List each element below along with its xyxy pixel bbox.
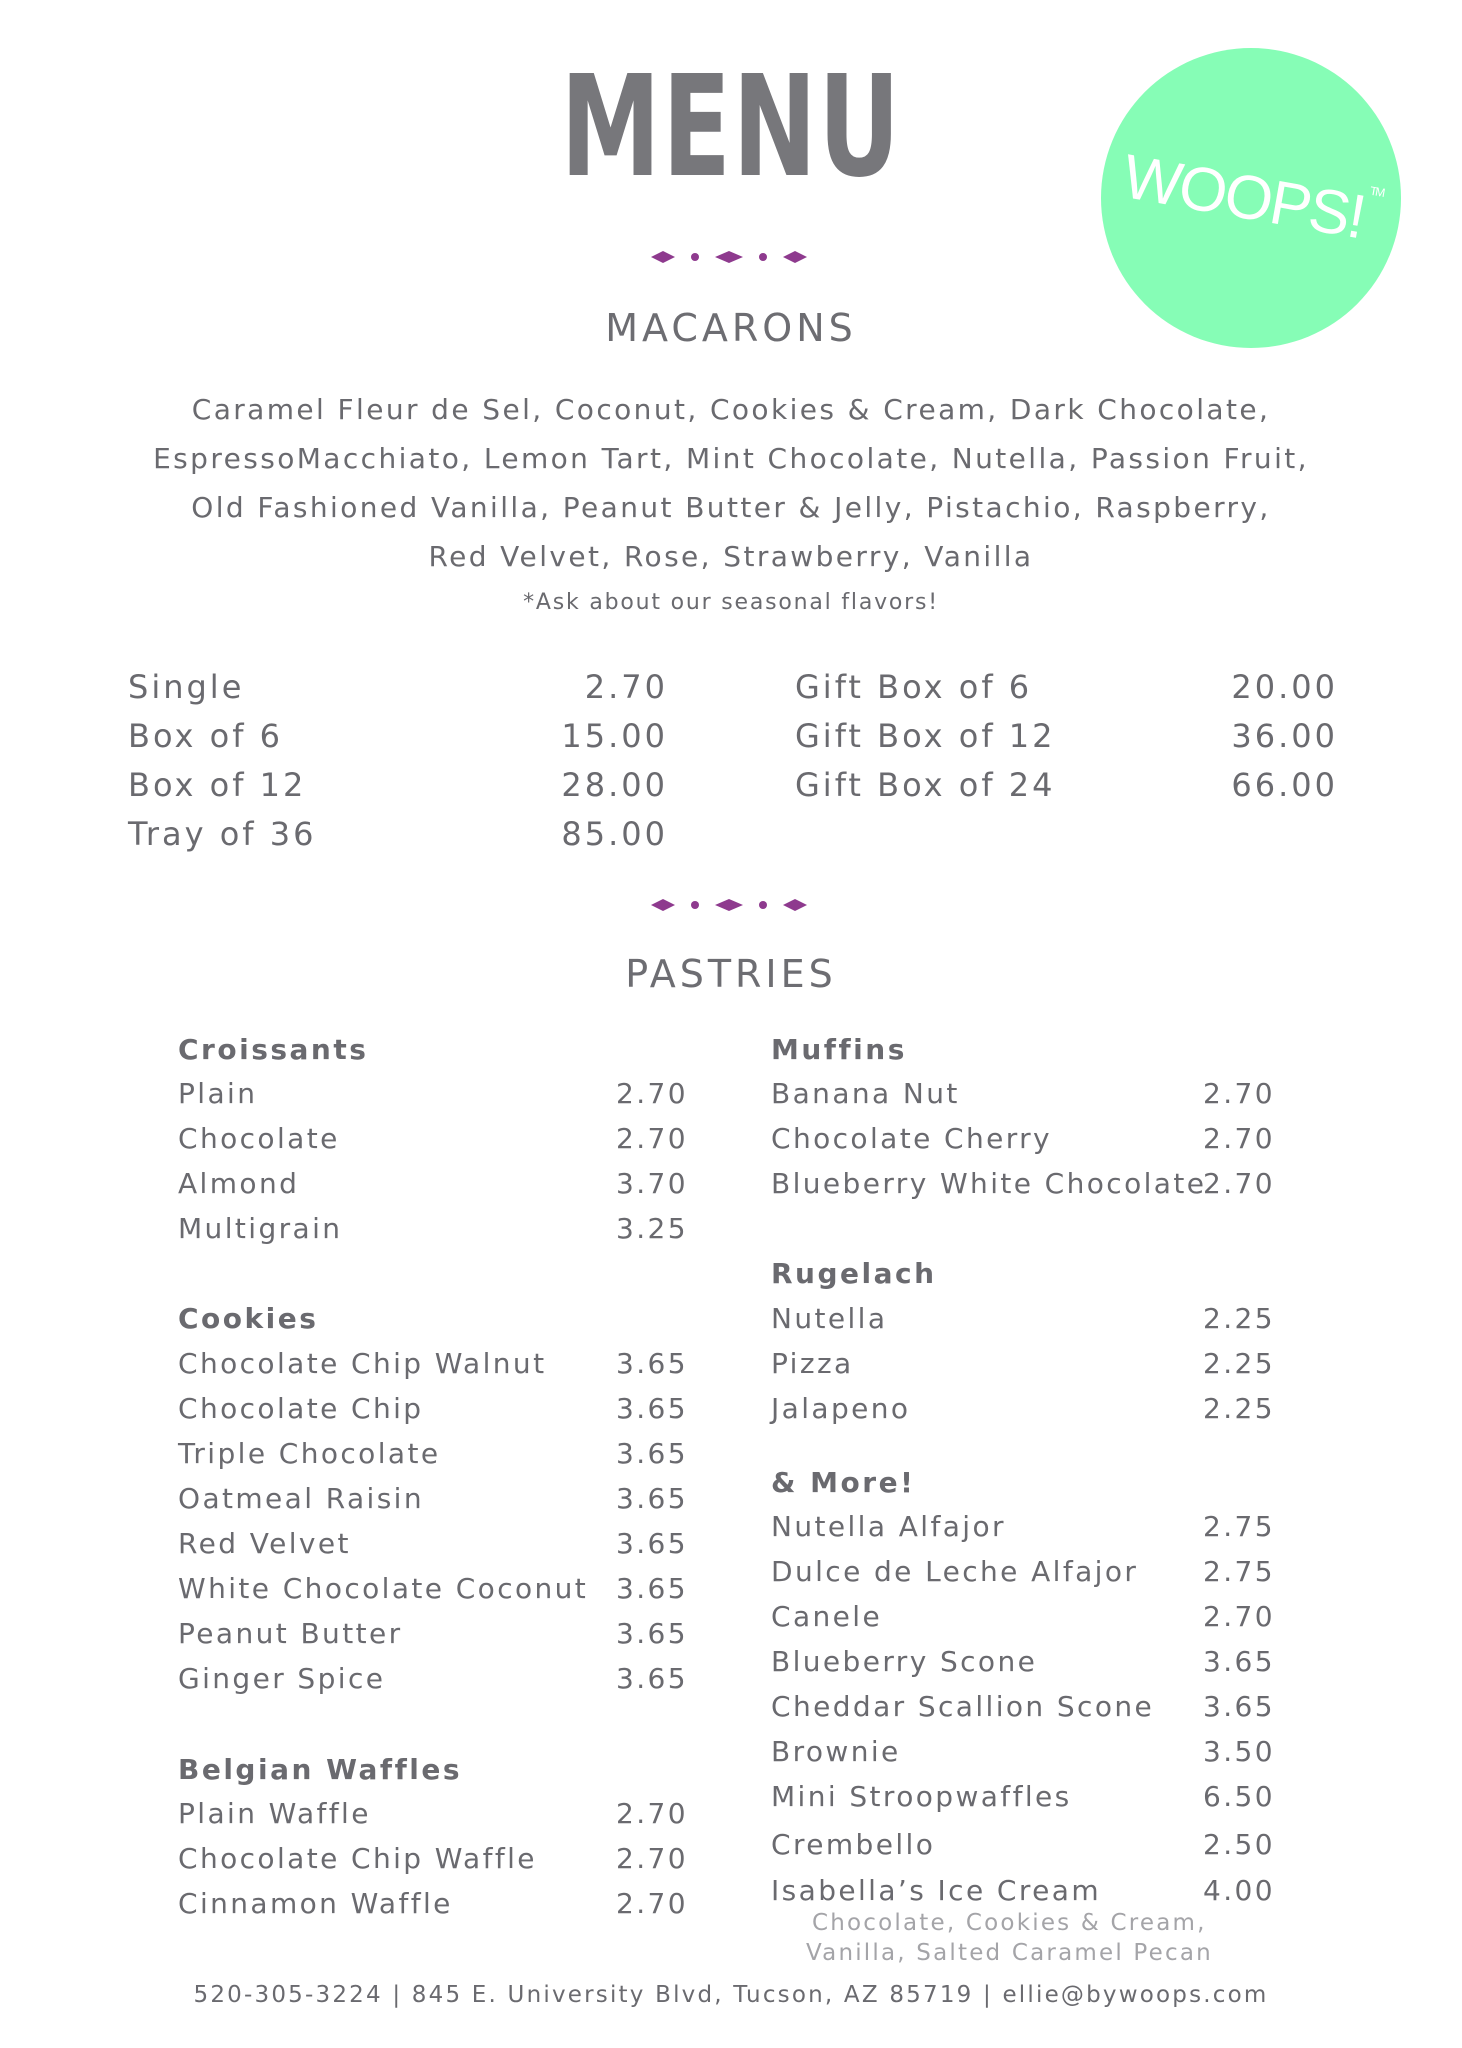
pastry-row [178,1842,688,1887]
flavor-line: EspressoMacchiato, Lemon Tart, Mint Chocolate, Nutella, Passion Fruit, [153,442,1309,475]
item-name: Plain Waffle [178,1797,371,1830]
pastry-row [771,1690,1275,1735]
item-name: Chocolate Chip [178,1392,424,1425]
ice-cream-flavor-line: Chocolate, Cookies & Cream, [812,1910,1207,1936]
pastry-row [771,1392,1275,1437]
pastry-row [178,1167,688,1212]
item-price: 2.50 [1203,1828,1275,1861]
menu-title: MENU [560,46,902,209]
cookies-heading: Cookies [178,1302,319,1335]
item-price: 3.65 [616,1437,688,1470]
item-name: Multigrain [178,1212,343,1245]
item-price: 66.00 [1231,766,1338,804]
item-price: 2.70 [1203,1167,1275,1200]
item-price: 3.65 [616,1392,688,1425]
pastry-row [178,1122,688,1167]
item-price: 3.65 [616,1572,688,1605]
item-name: Ginger Spice [178,1662,386,1695]
item-price: 3.50 [1203,1735,1275,1768]
pastry-row [771,1645,1275,1690]
price-row [128,668,668,717]
pastry-row [771,1600,1275,1645]
item-name: Dulce de Leche Alfajor [771,1555,1139,1588]
item-name: Chocolate Chip Walnut [178,1347,547,1380]
ornament-divider-middle [0,895,1462,915]
item-name: Pizza [771,1347,854,1380]
price-row [128,766,668,815]
item-name: White Chocolate Coconut [178,1572,589,1605]
price-row [795,766,1338,815]
item-price: 2.75 [1203,1555,1275,1588]
pastry-row [178,1482,688,1527]
pastry-row [771,1735,1275,1780]
item-price: 2.70 [616,1797,688,1830]
item-name: Triple Chocolate [178,1437,441,1470]
pastry-row [771,1828,1275,1873]
pastry-row [771,1077,1275,1122]
item-price: 20.00 [1231,668,1338,706]
item-price: 2.70 [584,668,668,706]
item-name: Nutella [771,1302,888,1335]
pastry-row [178,1887,688,1932]
item-price: 3.65 [616,1617,688,1650]
item-name: Isabella’s Ice Cream [771,1874,1101,1907]
item-price: 2.25 [1203,1392,1275,1425]
item-name: Canele [771,1600,883,1633]
item-price: 3.65 [616,1482,688,1515]
item-name: Almond [178,1167,300,1200]
logo-text: WOOPS! [1117,141,1370,252]
pastry-row [771,1347,1275,1392]
pastry-row [178,1437,688,1482]
waffles-heading: Belgian Waffles [178,1753,463,1786]
pastry-row [771,1122,1275,1167]
item-name: Gift Box of 6 [795,668,1033,706]
flavor-line: Red Velvet, Rose, Strawberry, Vanilla [428,540,1034,573]
item-name: Blueberry Scone [771,1645,1038,1678]
price-row [128,717,668,766]
item-price: 2.70 [1203,1122,1275,1155]
item-name: Peanut Butter [178,1617,403,1650]
item-price: 36.00 [1231,717,1338,755]
pastry-row [178,1077,688,1122]
woops-logo [1101,48,1401,348]
item-name: Chocolate Chip Waffle [178,1842,537,1875]
item-name: Cheddar Scallion Scone [771,1690,1155,1723]
item-price: 3.65 [616,1527,688,1560]
item-price: 2.70 [616,1842,688,1875]
pastry-row [771,1510,1275,1555]
item-price: 3.65 [616,1347,688,1380]
pastry-row [178,1797,688,1842]
item-price: 2.75 [1203,1510,1275,1543]
item-price: 15.00 [561,717,668,755]
item-name: Gift Box of 24 [795,766,1056,804]
item-name: Jalapeno [771,1392,911,1425]
item-name: Tray of 36 [128,815,317,853]
logo-trademark: TM [1368,183,1385,200]
item-name: Banana Nut [771,1077,960,1110]
croissants-heading: Croissants [178,1033,369,1066]
pastry-row [178,1662,688,1707]
item-price: 2.70 [1203,1600,1275,1633]
item-name: Crembello [771,1828,936,1861]
flavor-line: Caramel Fleur de Sel, Coconut, Cookies & Cream, Dark Chocolate, [191,393,1271,426]
item-price: 3.65 [616,1662,688,1695]
item-name: Box of 6 [128,717,284,755]
item-price: 3.65 [1203,1645,1275,1678]
pastry-row [178,1572,688,1617]
pastries-heading: PASTRIES [625,952,837,996]
item-name: Blueberry White Chocolate [771,1167,1207,1200]
item-price: 2.25 [1203,1302,1275,1335]
pastry-row [178,1212,688,1257]
item-name: Oatmeal Raisin [178,1482,425,1515]
pastry-row [178,1347,688,1392]
price-row [128,815,668,864]
item-name: Chocolate Cherry [771,1122,1053,1155]
price-row [795,717,1338,766]
ornament-divider-top [0,247,1462,267]
pastry-row [771,1780,1275,1825]
item-price: 3.25 [616,1212,688,1245]
item-name: Red Velvet [178,1527,351,1560]
item-name: Plain [178,1077,258,1110]
pastry-row [178,1527,688,1572]
diamond-dots-icon [651,247,811,267]
item-name: Single [128,668,245,706]
item-name: Brownie [771,1735,901,1768]
item-name: Mini Stroopwaffles [771,1780,1072,1813]
macarons-heading: MACARONS [605,306,857,350]
item-price: 4.00 [1203,1874,1275,1907]
item-price: 2.70 [1203,1077,1275,1110]
item-price: 2.70 [616,1887,688,1920]
muffins-heading: Muffins [771,1033,907,1066]
item-price: 85.00 [561,815,668,853]
more-heading: & More! [771,1466,916,1499]
item-price: 3.65 [1203,1690,1275,1723]
item-price: 6.50 [1203,1780,1275,1813]
ice-cream-flavors [806,1908,1213,1968]
macaron-flavors [0,385,1462,581]
pastry-row [178,1617,688,1662]
pastry-row [771,1167,1275,1212]
rugelach-heading: Rugelach [771,1257,937,1290]
item-name: Box of 12 [128,766,307,804]
seasonal-note: *Ask about our seasonal flavors! [523,590,939,615]
pastry-row [771,1302,1275,1347]
item-price: 28.00 [561,766,668,804]
item-price: 2.70 [616,1122,688,1155]
diamond-dots-icon [651,895,811,915]
item-name: Gift Box of 12 [795,717,1056,755]
ice-cream-flavor-line: Vanilla, Salted Caramel Pecan [806,1940,1213,1966]
item-name: Chocolate [178,1122,340,1155]
contact-footer: 520-305-3224 | 845 E. University Blvd, Tucson, AZ 85719 | ellie@bywoops.com [193,1982,1269,2008]
item-name: Nutella Alfajor [771,1510,1006,1543]
flavor-line: Old Fashioned Vanilla, Peanut Butter & Jelly, Pistachio, Raspberry, [191,491,1271,524]
item-name: Cinnamon Waffle [178,1887,453,1920]
pastry-row [771,1555,1275,1600]
price-row [795,668,1338,717]
pastry-row [178,1392,688,1437]
item-price: 3.70 [616,1167,688,1200]
item-price: 2.70 [616,1077,688,1110]
item-price: 2.25 [1203,1347,1275,1380]
